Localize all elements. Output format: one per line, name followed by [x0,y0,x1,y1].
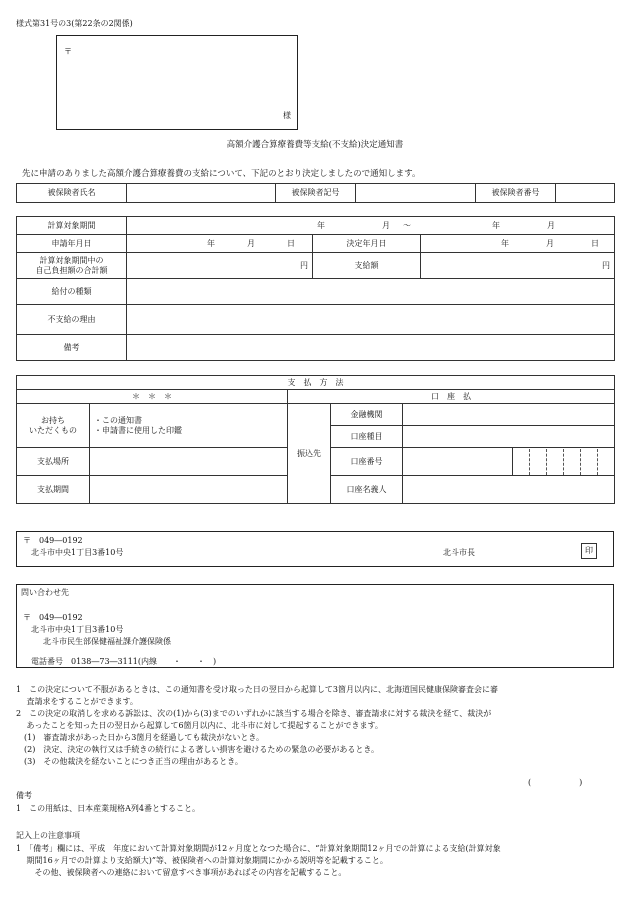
decision-date-label: 決定年月日 [313,235,421,253]
benefit-type-label: 給付の種類 [17,279,127,305]
intro-text: 先に申請のありました高額介護合算療養費の支給について、下記のとおり決定しましたので通知します。 [22,169,421,179]
account-holder-field[interactable] [403,476,615,504]
account-holder-label: 口座名義人 [331,476,403,504]
account-no-field-a[interactable] [403,448,513,476]
benefit-type-field[interactable] [127,279,615,305]
decision-table [16,216,615,361]
account-type-label: 口座種目 [331,426,403,448]
issuer-postal: 〒 049―0192 [23,536,83,545]
postal-mark: 〒 [64,47,72,56]
remarks-field[interactable] [127,335,615,361]
insured-number-field[interactable] [556,184,615,203]
payment-amount-field[interactable]: 円 [421,253,615,279]
remarks-label: 備考 [17,335,127,361]
bank-field[interactable] [403,404,615,426]
document-title: 高額介護合算療養費等支給(不支給)決定通知書 [226,140,404,150]
entry-header: 記入上の注意事項 [16,831,80,840]
self-pay-label: 計算対象期間中の 自己負担額の合計額 [17,253,127,279]
bikou-header: 備考 [16,791,32,800]
insured-symbol-label: 被保険者記号 [276,184,356,203]
contact-dept: 北斗市民生部保健福祉課介護保険係 [43,637,171,646]
bikou-note: 1 この用紙は、日本産業規格A列4番とすること。 [16,804,200,813]
reason-label: 不支給の理由 [17,305,127,335]
payment-table [16,375,615,504]
insured-name-label: 被保険者氏名 [17,184,127,203]
contact-address: 北斗市中央1丁目3番10号 [31,625,124,634]
bring-items: ・この通知書 ・申請書に使用した印鑑 [90,404,288,448]
insured-table [16,183,615,203]
self-pay-field[interactable]: 円 [127,253,313,279]
place-label: 支払場所 [17,448,90,476]
period-pay-field[interactable] [90,476,288,504]
decision-date-field[interactable]: 年 月 日 [421,235,615,253]
transfer-label: 振込先 [288,404,331,504]
insured-name-field[interactable] [127,184,276,203]
apply-date-field[interactable]: 年 月 日 [127,235,313,253]
payment-right-header: 口 座 払 [288,390,615,404]
payment-left-header: ＊ ＊ ＊ [17,390,288,404]
address-box [56,35,298,130]
place-field[interactable] [90,448,288,476]
appeal-notes: 1 この決定について不服があるときは、この通知書を受け取った日の翌日から起算して3箇月以内に、北海道国民健康保険審査会に審 査請求をすることができます。 2 この決定の取消しを求める訴訟は、次の(1)から(3)までのいずれかに該当する場合を除き、審査請求に対する裁決を経て、裁決が あったことを知った日の翌日から起算して6箇月以内に、北斗市に対して提起することができます。 (1) 審査請求があった日から3箇月を経過しても裁決がないとき。 (2) 決定、決定の執行又は手続きの続行による著しい損害を避けるための緊急の必要があるとき。 (3) その他裁決を経ないことにつき正当の理由があるとき。 [16,685,499,766]
bring-label: お持ち いただくもの [17,404,90,448]
payment-amount-label: 支給額 [313,253,421,279]
account-type-field[interactable] [403,426,615,448]
form-number: 様式第31号の3(第22条の2関係) [16,19,133,28]
reason-field[interactable] [127,305,615,335]
contact-box [16,584,614,668]
contact-phone: 電話番号 0138―73―3111(内線 ・ ・ ) [31,657,217,666]
account-no-label: 口座番号 [331,448,403,476]
apply-date-label: 申請年月日 [17,235,127,253]
contact-postal: 〒 049―0192 [23,613,83,622]
account-no-field-b[interactable] [513,448,615,476]
contact-header: 問い合わせ先 [21,588,69,597]
honorific: 様 [283,111,291,120]
bank-label: 金融機関 [331,404,403,426]
period-label: 計算対象期間 [17,217,127,235]
period-field[interactable]: 年 月 〜 年 月 [127,217,615,235]
insured-number-label: 被保険者番号 [476,184,556,203]
payment-header: 支 払 方 法 [17,376,615,390]
seal-mark: 印 [581,543,597,559]
insured-symbol-field[interactable] [356,184,476,203]
mayor-label: 北斗市長 [443,548,475,557]
period-pay-label: 支払期間 [17,476,90,504]
entry-notes: 1 「備考」欄には、平成 年度において計算対象期間が12ヶ月度となつた場合に、“計算対象期間12ヶ月での計算による支給(計算対象 期間16ヶ月での計算より支給額大)”等、被保険者への計算対象期間にかかる説明等を記載すること。 その他、被保険者への連絡において留意すべき事項があればその内容を記載すること。 [16,844,501,877]
issuer-address: 北斗市中央1丁目3番10号 [31,548,124,557]
issuer-box [16,531,614,567]
paren-blank: ( ) [528,778,583,787]
